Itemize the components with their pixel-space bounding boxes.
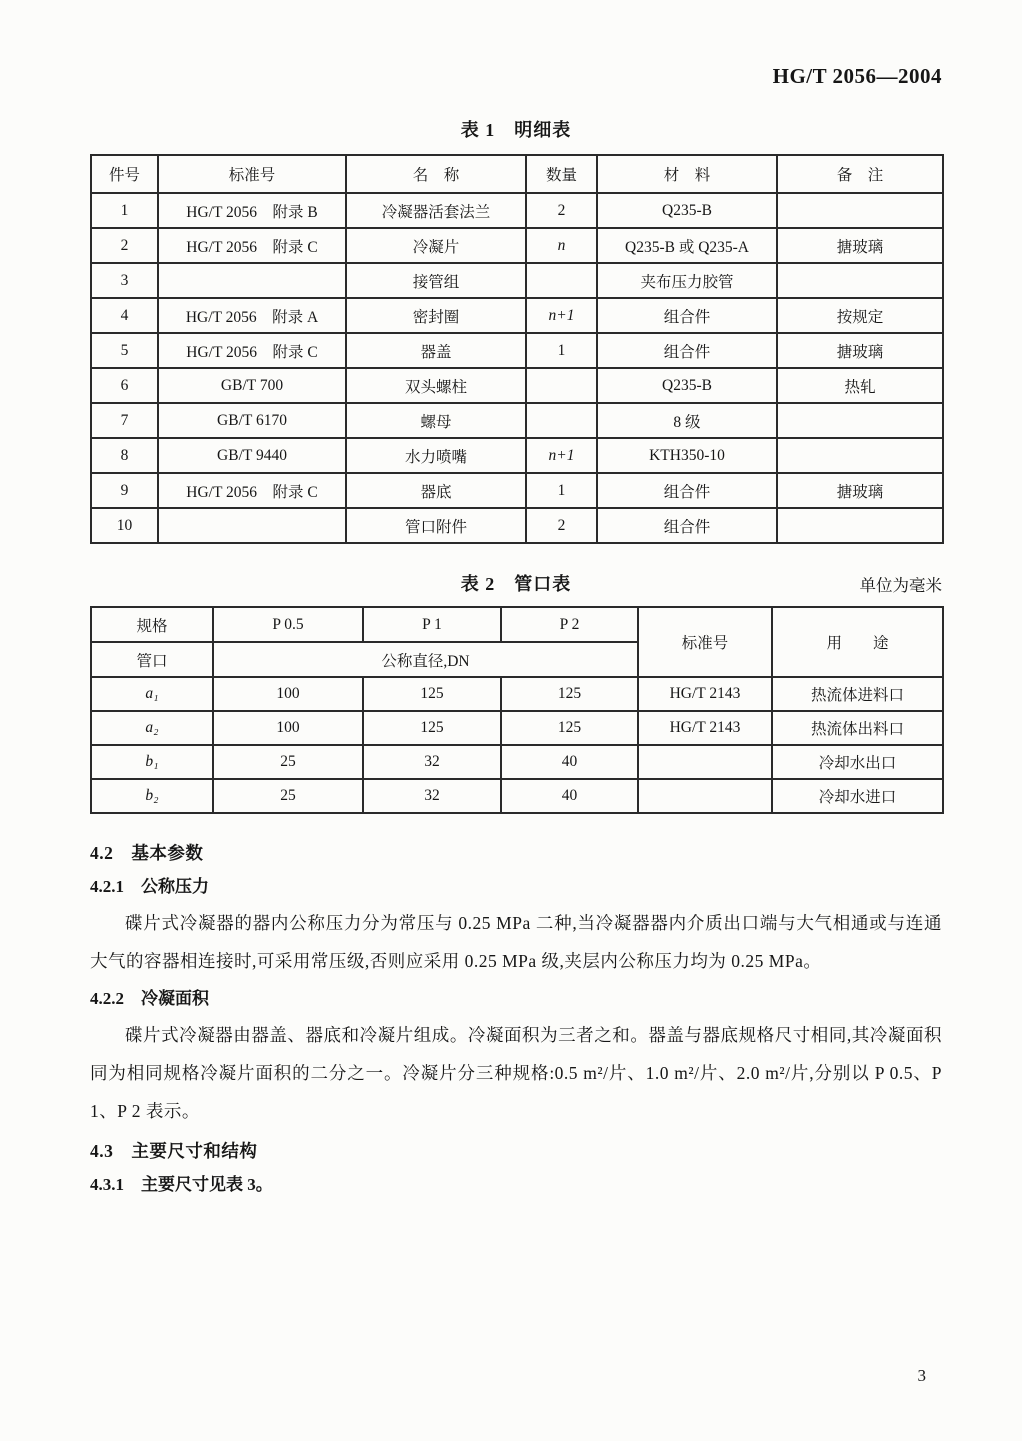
table-cell: 热流体进料口 [772,677,943,711]
table-row [91,403,943,438]
table-cell [777,438,943,473]
table-cell: 按规定 [777,298,943,333]
section-heading-4-2-2: 4.2.2 冷凝面积 [90,989,209,1008]
col-p1: P 1 [363,607,501,642]
table-row [91,711,943,745]
body-text [90,838,942,1200]
table2-header-row-1 [91,607,943,642]
table-cell: n [526,228,597,263]
table-row [91,263,943,298]
table-cell: GB/T 700 [158,368,346,403]
paragraph-4-2-2: 碟片式冷凝器由器盖、器底和冷凝片组成。冷凝面积为三者之和。器盖与器底规格尺寸相同,其冷凝面积同为相同规格冷凝片面积的二分之一。冷凝片分三种规格:0.5 m²/片、1.0 m²/片、2.0 m²/片,分别以 P 0.5、P 1、P 2 表示。 [90,1025,942,1121]
table-row [91,745,943,779]
table-cell: 密封圈 [346,298,526,333]
table-cell: 2 [91,228,158,263]
col-item-no: 件号 [91,155,158,193]
table-cell: 热流体出料口 [772,711,943,745]
table-cell: 冷却水进口 [772,779,943,813]
table2-title: 表 2 管口表 [460,574,572,594]
table-cell: 器底 [346,473,526,508]
table-cell: HG/T 2056 附录 C [158,333,346,368]
table-cell: 8 级 [597,403,777,438]
table-cell: 1 [526,333,597,368]
table-cell: 125 [363,677,501,711]
table-cell [777,263,943,298]
table-cell: 搪玻璃 [777,473,943,508]
table-row [91,677,943,711]
table-cell: 8 [91,438,158,473]
table1-detail-list [90,154,944,544]
table-cell: 搪玻璃 [777,333,943,368]
table-cell: GB/T 6170 [158,403,346,438]
table-cell: 5 [91,333,158,368]
col-standard-no: 标准号 [638,607,772,677]
section-heading-4-2-1: 4.2.1 公称压力 [90,877,209,896]
spec-label: 规格 [91,607,213,642]
table-cell: 32 [363,779,501,813]
table-cell [526,368,597,403]
table-cell: 螺母 [346,403,526,438]
col-standard-no: 标准号 [158,155,346,193]
table1-title: 表 1 明细表 [460,120,572,140]
table-row [91,228,943,263]
table-cell: 热轧 [777,368,943,403]
table-cell: 冷凝片 [346,228,526,263]
col-name: 名 称 [346,155,526,193]
col-remarks: 备 注 [777,155,943,193]
table-cell: n+1 [526,298,597,333]
table-cell: 10 [91,508,158,543]
table-cell: 2 [526,193,597,228]
table-cell: 组合件 [597,333,777,368]
paragraph-4-2-1: 碟片式冷凝器的器内公称压力分为常压与 0.25 MPa 二种,当冷凝器器内介质出口端与大气相通或与连通大气的容器相连接时,可采用常压级,否则应采用 0.25 MPa 级,夹层内公称压力均为 0.25 MPa。 [90,913,942,971]
table-cell [777,193,943,228]
table2-pipe-ports [90,606,944,814]
table-cell: 6 [91,368,158,403]
table-cell: 1 [91,193,158,228]
table-cell: 40 [501,745,638,779]
table-cell: Q235-B [597,368,777,403]
table1-header-row [91,155,943,193]
table2-unit-note: 单位为毫米 [859,576,942,595]
table-cell: HG/T 2143 [638,711,772,745]
table-cell [638,779,772,813]
table-cell: 冷却水出口 [772,745,943,779]
table-cell [526,263,597,298]
table-cell: GB/T 9440 [158,438,346,473]
col-p05: P 0.5 [213,607,363,642]
table-cell: Q235-B [597,193,777,228]
table-cell: 100 [213,677,363,711]
section-heading-4-2: 4.2 基本参数 [90,843,204,863]
col-use: 用 途 [772,607,943,677]
table-cell: b₁ [91,745,213,779]
table-cell: a₁ [91,677,213,711]
table-cell: 125 [501,677,638,711]
table-cell: 125 [363,711,501,745]
table-cell: KTH350-10 [597,438,777,473]
table-cell: 3 [91,263,158,298]
table-cell: 100 [213,711,363,745]
table-cell: HG/T 2056 附录 C [158,473,346,508]
table-cell: 接管组 [346,263,526,298]
table-cell [158,508,346,543]
table2-caption-row [90,570,942,594]
table-cell: 25 [213,745,363,779]
table-row [91,473,943,508]
table-cell: 搪玻璃 [777,228,943,263]
col-material: 材 料 [597,155,777,193]
table-cell [158,263,346,298]
table-cell: 9 [91,473,158,508]
table-cell: 冷凝器活套法兰 [346,193,526,228]
table-cell: n+1 [526,438,597,473]
table-cell [526,403,597,438]
table-cell: HG/T 2143 [638,677,772,711]
table-cell: 双头螺柱 [346,368,526,403]
table-cell: Q235-B 或 Q235-A [597,228,777,263]
table-cell: 组合件 [597,298,777,333]
table-cell: a₂ [91,711,213,745]
table-cell: HG/T 2056 附录 C [158,228,346,263]
port-label: 管口 [91,642,213,677]
table-cell: 2 [526,508,597,543]
dn-label: 公称直径,DN [213,642,638,677]
col-p2: P 2 [501,607,638,642]
table-cell: HG/T 2056 附录 A [158,298,346,333]
table-cell: 夹布压力胶管 [597,263,777,298]
col-qty: 数量 [526,155,597,193]
table-row [91,333,943,368]
table-cell: 7 [91,403,158,438]
table-cell: 40 [501,779,638,813]
table-cell: 组合件 [597,473,777,508]
table-cell: 25 [213,779,363,813]
table-cell: 32 [363,745,501,779]
doc-number: HG/T 2056—2004 [772,64,942,88]
table-row [91,298,943,333]
table-cell [777,403,943,438]
table-cell: 水力喷嘴 [346,438,526,473]
table-row [91,193,943,228]
table-row [91,779,943,813]
table-cell [777,508,943,543]
table-row [91,368,943,403]
table-cell: 器盖 [346,333,526,368]
table-cell [638,745,772,779]
section-heading-4-3: 4.3 主要尺寸和结构 [90,1141,258,1161]
table-cell: 1 [526,473,597,508]
table-cell: 4 [91,298,158,333]
table-cell: 组合件 [597,508,777,543]
section-heading-4-3-1: 4.3.1 主要尺寸见表 3。 [90,1175,273,1194]
page-number: 3 [917,1366,926,1385]
table-cell: HG/T 2056 附录 B [158,193,346,228]
table-row [91,438,943,473]
table-cell: 125 [501,711,638,745]
table-cell: 管口附件 [346,508,526,543]
table-cell: b₂ [91,779,213,813]
table-row [91,508,943,543]
